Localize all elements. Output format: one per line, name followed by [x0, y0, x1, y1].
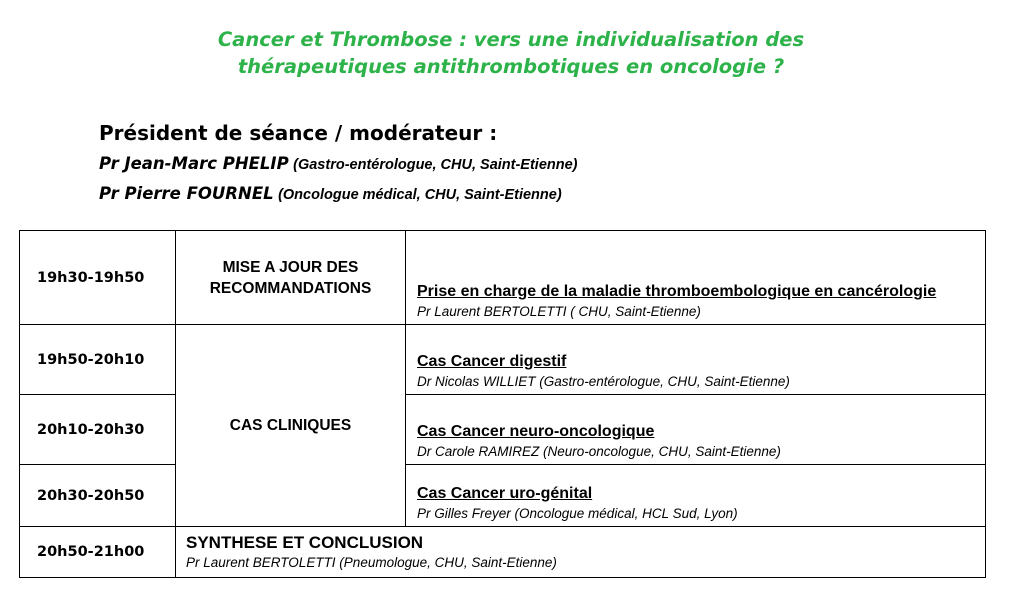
slot-2-speaker: Dr Nicolas WILLIET (Gastro-entérologue, CHU, Saint-Etienne)	[417, 374, 790, 389]
slot-3-title: Cas Cancer neuro-oncologique	[417, 423, 655, 440]
table-row	[20, 465, 986, 527]
president-1	[99, 154, 578, 174]
title-line-1: Cancer et Thrombose : vers une individualisation des	[217, 28, 805, 51]
president-1-name: Pr Jean-Marc PHELIP	[99, 154, 289, 173]
slot-1-speaker: Pr Laurent BERTOLETTI ( CHU, Saint-Etienne)	[417, 304, 701, 319]
slot-5-speaker: Pr Laurent BERTOLETTI (Pneumologue, CHU, Saint-Etienne)	[186, 555, 557, 570]
slot-1-talk	[406, 231, 986, 325]
slot-1-time: 19h30-19h50	[20, 231, 176, 325]
president-heading: Président de séance / modérateur :	[99, 121, 498, 145]
president-2	[99, 184, 562, 204]
program-table	[19, 230, 986, 578]
slot-2-talk	[406, 325, 986, 395]
slot-5-title: SYNTHESE ET CONCLUSION	[186, 533, 424, 552]
cas-cliniques-category: CAS CLINIQUES	[176, 325, 406, 527]
slot-4-title: Cas Cancer uro-génital	[417, 485, 593, 502]
table-row	[20, 395, 986, 465]
president-1-role: (Gastro-entérologue, CHU, Saint-Etienne)	[293, 157, 578, 173]
slot-4-time: 20h30-20h50	[20, 465, 176, 527]
slot-3-time: 20h10-20h30	[20, 395, 176, 465]
slot-1-title: Prise en charge de la maladie thromboembologique en cancérologie	[417, 283, 937, 300]
president-2-name: Pr Pierre FOURNEL	[99, 184, 274, 203]
slot-5-talk	[176, 527, 986, 578]
title-line-2: thérapeutiques antithrombotiques en oncologie ?	[237, 55, 785, 78]
president-2-role: (Oncologue médical, CHU, Saint-Etienne)	[278, 187, 562, 203]
slot-3-speaker: Dr Carole RAMIREZ (Neuro-oncologue, CHU, Saint-Etienne)	[417, 444, 781, 459]
slot-2-title: Cas Cancer digestif	[417, 353, 567, 370]
slot-5-time: 20h50-21h00	[20, 527, 176, 578]
slot-3-talk	[406, 395, 986, 465]
table-row	[20, 325, 986, 395]
slot-1-category: MISE A JOUR DES RECOMMANDATIONS	[176, 231, 406, 325]
table-row	[20, 231, 986, 325]
document-title	[0, 26, 1022, 80]
slot-4-speaker: Pr Gilles Freyer (Oncologue médical, HCL Sud, Lyon)	[417, 506, 738, 521]
table-row	[20, 527, 986, 578]
slot-4-talk	[406, 465, 986, 527]
slot-2-time: 19h50-20h10	[20, 325, 176, 395]
